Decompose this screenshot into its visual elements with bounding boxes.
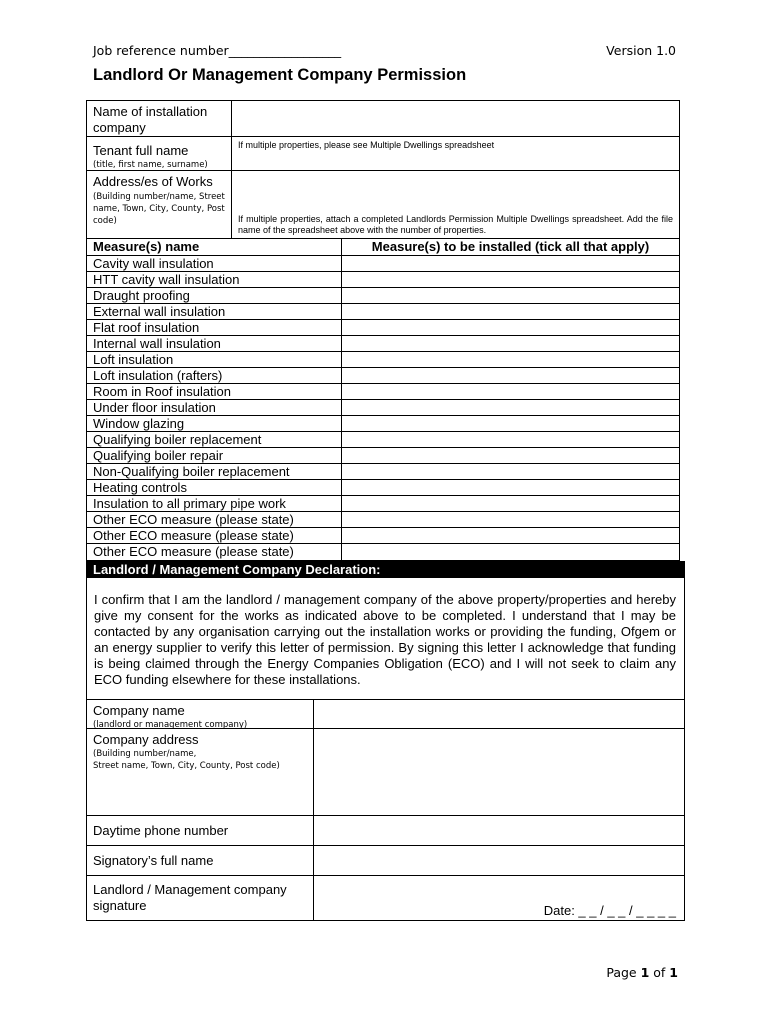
measure-row: [87, 368, 679, 384]
measure-name: Heating controls: [87, 480, 342, 495]
measure-row: [87, 544, 679, 560]
measure-tick-cell[interactable]: [342, 480, 679, 495]
measure-tick-cell[interactable]: [342, 304, 679, 319]
page-number: Page 1 of 1: [606, 965, 678, 980]
measures-list: [87, 256, 679, 560]
measure-name: Other ECO measure (please state): [87, 544, 342, 560]
company-address-sublabel-1: (Building number/name,: [93, 749, 197, 759]
company-name-field[interactable]: [314, 700, 684, 728]
page-title: Landlord Or Management Company Permission: [93, 66, 467, 84]
measure-name: Room in Roof insulation: [87, 384, 342, 399]
measure-name: External wall insulation: [87, 304, 342, 319]
company-name-label: Company name: [93, 703, 185, 718]
measure-name: Internal wall insulation: [87, 336, 342, 351]
measure-row: [87, 528, 679, 544]
measure-name: Qualifying boiler repair: [87, 448, 342, 463]
address-field[interactable]: [232, 171, 679, 238]
measure-tick-cell[interactable]: [342, 368, 679, 383]
tenant-note: If multiple properties, please see Multiple Dwellings spreadsheet: [238, 140, 495, 150]
measure-tick-cell[interactable]: [342, 448, 679, 463]
measure-row: [87, 432, 679, 448]
address-row: [87, 171, 679, 239]
address-note: If multiple properties, attach a completed Landlords Permission Multiple Dwellings spreadsheet. Add the file name of the spreadsheet above with the number of properties.: [238, 214, 673, 235]
measures-install-heading: Measure(s) to be installed (tick all that apply): [371, 239, 650, 254]
signatory-row: [87, 846, 684, 876]
phone-row: [87, 816, 684, 846]
installation-company-label: Name of installation company: [93, 104, 208, 135]
measure-tick-cell[interactable]: [342, 496, 679, 511]
measure-tick-cell[interactable]: [342, 528, 679, 543]
measure-name: Insulation to all primary pipe work: [87, 496, 342, 511]
measure-name: Loft insulation: [87, 352, 342, 367]
measure-row: [87, 256, 679, 272]
measures-name-heading: Measure(s) name: [87, 239, 342, 255]
measure-name: Under floor insulation: [87, 400, 342, 415]
measure-tick-cell[interactable]: [342, 384, 679, 399]
company-name-sublabel: (landlord or management company): [93, 720, 248, 730]
measure-name: Flat roof insulation: [87, 320, 342, 335]
company-address-sublabel-2: Street name, Town, City, County, Post code): [93, 761, 280, 771]
measure-name: Window glazing: [87, 416, 342, 431]
measure-name: Cavity wall insulation: [87, 256, 342, 271]
measure-name: Non-Qualifying boiler replacement: [87, 464, 342, 479]
version-label: Version 1.0: [606, 43, 676, 58]
company-address-label: Company address: [93, 732, 199, 747]
measure-name: Draught proofing: [87, 288, 342, 303]
measure-row: [87, 288, 679, 304]
company-name-row: [87, 700, 684, 729]
installation-company-row: [87, 101, 679, 137]
measure-row: [87, 416, 679, 432]
installation-table: [86, 100, 680, 561]
measure-tick-cell[interactable]: [342, 416, 679, 431]
job-reference-line: Job reference number__________________: [93, 43, 342, 58]
measure-tick-cell[interactable]: [342, 512, 679, 527]
measure-name: Other ECO measure (please state): [87, 512, 342, 527]
measure-name: Loft insulation (rafters): [87, 368, 342, 383]
installation-company-field[interactable]: [232, 101, 679, 136]
measure-row: [87, 272, 679, 288]
measure-row: [87, 352, 679, 368]
measures-header: [87, 239, 679, 256]
signatory-field[interactable]: [314, 846, 684, 875]
measure-name: HTT cavity wall insulation: [87, 272, 342, 287]
address-label: Address/es of Works: [93, 174, 213, 189]
phone-field[interactable]: [314, 816, 684, 845]
declaration-text: I confirm that I am the landlord / management company of the above property/properties and hereby give my consent for the works as indicated above to be completed. I understand that I may be contacted by any organisation carrying out the installation works or providing the funding, Ofgem or an energy supplier to verify this letter of permission. By signing this letter I acknowledge that funding is being claimed through the Energy Companies Obligation (ECO) and I will not seek to claim any ECO funding elsewhere for these installations.: [94, 592, 676, 687]
measure-tick-cell[interactable]: [342, 352, 679, 367]
measure-row: [87, 320, 679, 336]
signature-label: Landlord / Management company signature: [93, 882, 287, 913]
measure-tick-cell[interactable]: [342, 320, 679, 335]
measure-row: [87, 336, 679, 352]
company-address-field[interactable]: [314, 729, 684, 815]
measure-tick-cell[interactable]: [342, 288, 679, 303]
measure-tick-cell[interactable]: [342, 256, 679, 271]
address-sublabel: (Building number/name, Street name, Town, City, County, Post code): [93, 192, 225, 226]
declaration-heading: Landlord / Management Company Declaration:: [86, 561, 685, 578]
tenant-field[interactable]: [232, 137, 679, 170]
date-field[interactable]: Date: _ _ / _ _ / _ _ _ _: [543, 903, 676, 918]
measure-row: [87, 480, 679, 496]
measure-tick-cell[interactable]: [342, 336, 679, 351]
measure-row: [87, 304, 679, 320]
measure-row: [87, 496, 679, 512]
signature-field[interactable]: [314, 876, 684, 920]
signature-row: [87, 876, 684, 920]
company-address-row: [87, 729, 684, 816]
measure-tick-cell[interactable]: [342, 544, 679, 560]
tenant-label: Tenant full name: [93, 143, 189, 158]
phone-label: Daytime phone number: [93, 823, 229, 838]
measure-row: [87, 512, 679, 528]
measure-tick-cell[interactable]: [342, 432, 679, 447]
measure-name: Other ECO measure (please state): [87, 528, 342, 543]
company-table: [86, 700, 685, 921]
declaration-box: [86, 578, 685, 700]
measure-row: [87, 384, 679, 400]
measure-row: [87, 400, 679, 416]
measure-row: [87, 448, 679, 464]
signatory-label: Signatory’s full name: [93, 853, 214, 868]
measure-name: Qualifying boiler replacement: [87, 432, 342, 447]
tenant-row: [87, 137, 679, 171]
measure-tick-cell[interactable]: [342, 272, 679, 287]
tenant-sublabel: (title, first name, surname): [93, 160, 208, 170]
measure-tick-cell[interactable]: [342, 400, 679, 415]
measure-row: [87, 464, 679, 480]
measure-tick-cell[interactable]: [342, 464, 679, 479]
